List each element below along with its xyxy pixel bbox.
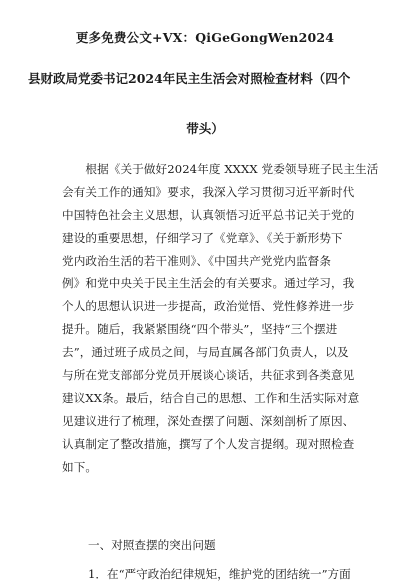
paragraph-line: 根据《关于做好2024年度 XXXX 党委领导班子民主生活	[62, 162, 379, 176]
paragraph-line: 党内政治生活的若干准则》、《中国共产党党内监督条	[62, 253, 332, 268]
paragraph-line: 建设的重要思想，仔细学习了《党章》、《关于新形势下	[62, 230, 343, 245]
paragraph-line: 认真制定了整改措施，撰写了个人发言提纲。现对照检查	[62, 436, 355, 451]
watermark-header: 更多免费公文+VX：QiGeGongWen2024	[75, 30, 335, 45]
paragraph-line: 提升。随后，我紧紧围绕“四个带头”，坚持“三个摆进	[62, 322, 338, 337]
intro-paragraph	[62, 158, 379, 478]
document-title-line-1: 县财政局党委书记2024年民主生活会对照检查材料（四个	[28, 71, 351, 86]
section-heading: 一、对照查摆的突出问题	[88, 538, 216, 552]
paragraph-line: 建议XX条。最后，结合自己的思想、工作和生活实际对意	[62, 390, 360, 405]
paragraph-line: 个人的思想认识进一步提高，政治觉悟、党性修养进一步	[62, 299, 355, 314]
paragraph-line: 中国特色社会主义思想，认真领悟习近平总书记关于党的	[62, 207, 355, 222]
paragraph-line: 见建议进行了梳理，深处查摆了问题、深刻剖析了原因、	[62, 413, 355, 428]
subitem-heading: 1．在“严守政治纪律规矩，维护党的团结统一”方面	[88, 567, 351, 581]
paragraph-line: 会有关工作的通知》要求，我深入学习贯彻习近平新时代	[62, 184, 355, 199]
paragraph-line: 去”，通过班子成员之间，与局直属各部门负责人，以及	[62, 345, 349, 360]
paragraph-line: 例》和党中央关于民主生活会的有关要求。通过学习，我	[62, 276, 355, 291]
paragraph-line: 如下。	[62, 459, 98, 474]
document-title-line-2: 带头）	[186, 121, 224, 136]
paragraph-line: 与所在党支部部分党员开展谈心谈话，共征求到各类意见	[62, 368, 355, 383]
